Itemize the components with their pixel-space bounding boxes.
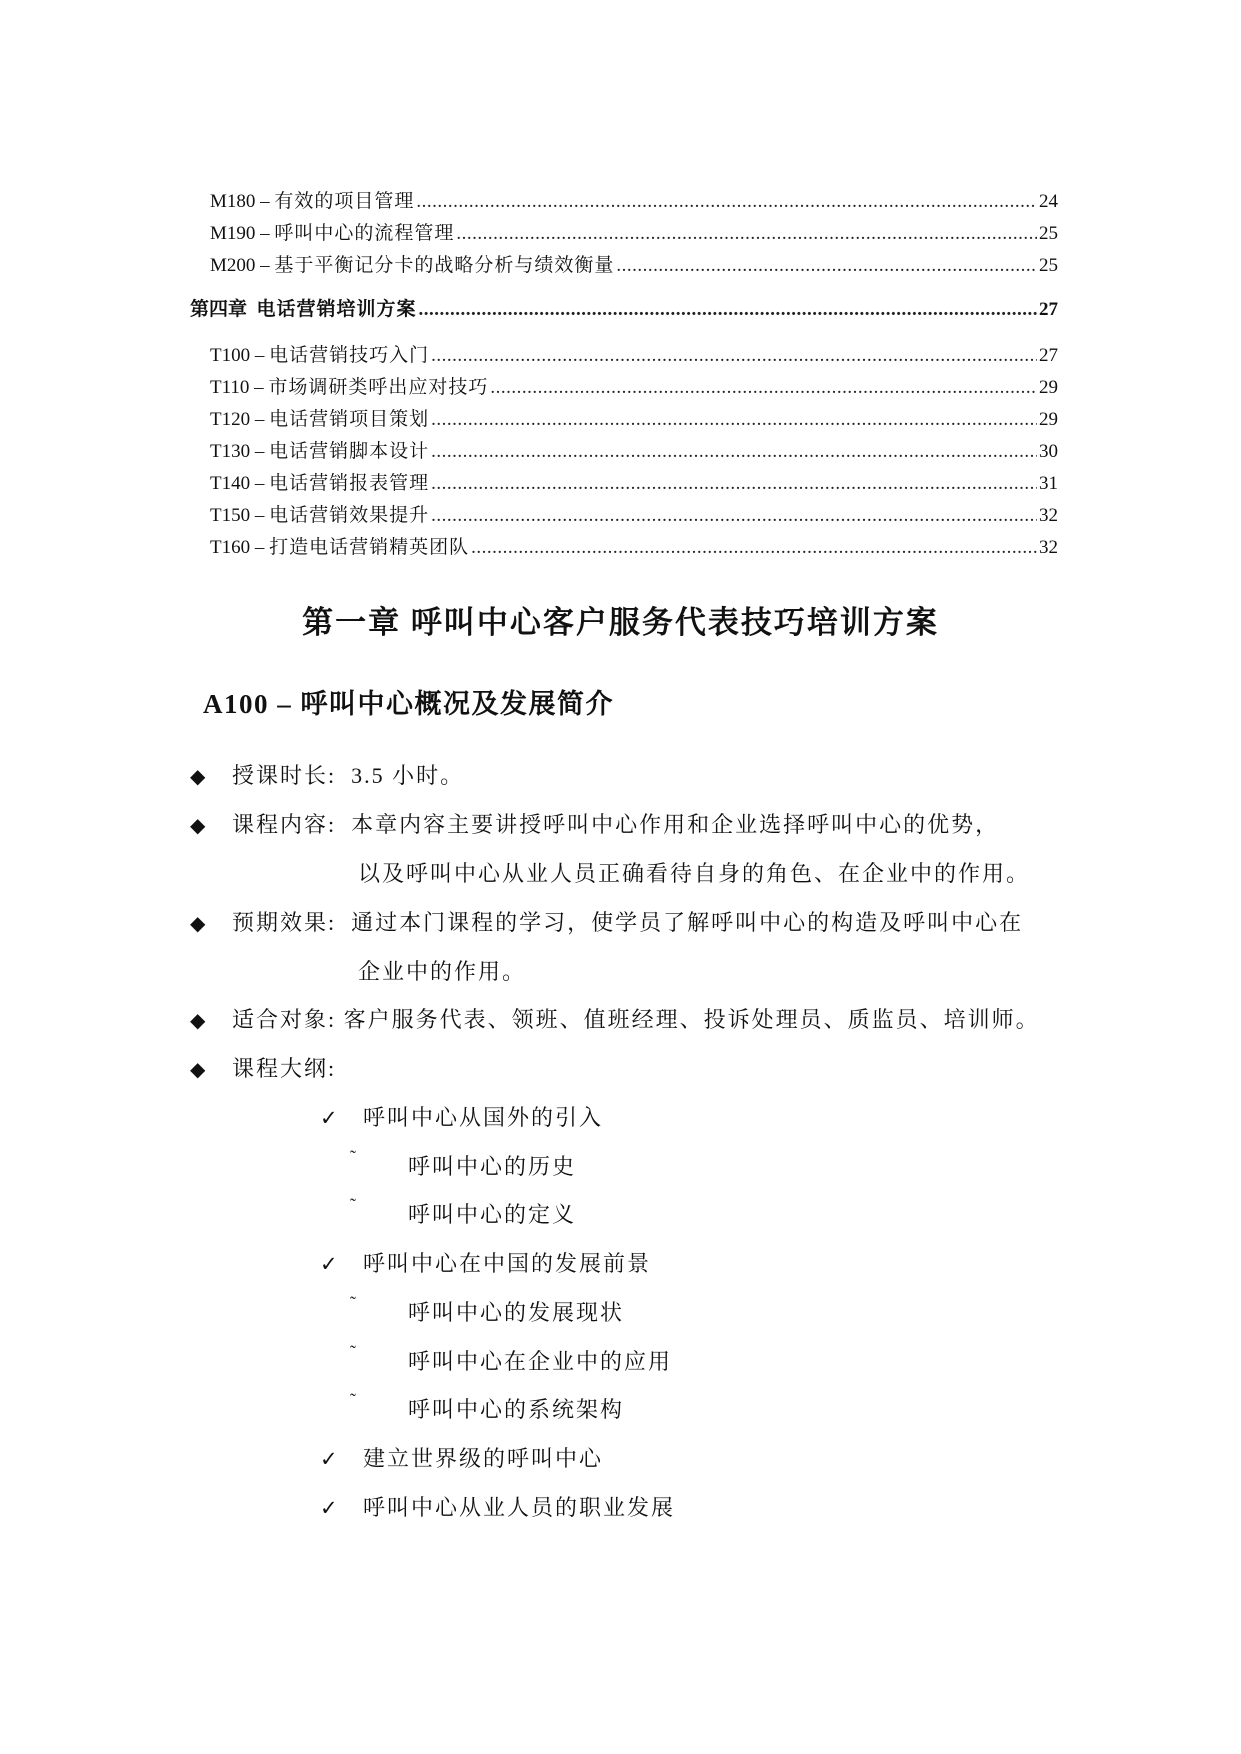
outline-subitem xyxy=(350,1390,625,1425)
outline-item-text: 呼叫中心从国外的引入 xyxy=(363,1105,604,1130)
bullet-label: 课程大纲: xyxy=(232,1056,337,1081)
toc-title: 有效的项目管理 xyxy=(274,191,415,212)
bullet-expected-effect xyxy=(190,908,1024,984)
toc-entry-t100[interactable] xyxy=(210,344,1058,368)
toc-code: 第四章 xyxy=(190,299,248,320)
outline-subitem-text: 呼叫中心在企业中的应用 xyxy=(408,1349,673,1374)
toc-entry-chapter-4[interactable] xyxy=(190,298,1058,322)
bullet-text: 客户服务代表、领班、值班经理、投诉处理员、质监员、培训师。 xyxy=(343,1007,1040,1032)
tilde-bullet-icon: ˜ xyxy=(350,1195,358,1215)
toc-entry-t120[interactable] xyxy=(210,408,1058,432)
bullet-text-continued: 以及呼叫中心从业人员正确看待自身的角色、在企业中的作用。 xyxy=(358,861,1031,886)
toc-code: T110 – xyxy=(210,377,264,398)
checkmark-icon: ✓ xyxy=(320,1447,340,1471)
outline-item-text: 呼叫中心在中国的发展前景 xyxy=(363,1251,652,1276)
bullet-audience xyxy=(190,1005,1040,1036)
toc-page-number: 27 xyxy=(1039,345,1058,366)
outline-subitem xyxy=(350,1342,673,1377)
toc-page-number: 31 xyxy=(1039,473,1058,494)
toc-title: 打造电话营销精英团队 xyxy=(269,537,470,558)
toc-leader-dots xyxy=(431,472,1037,496)
toc-title: 电话营销脚本设计 xyxy=(269,441,430,462)
bullet-text: 本章内容主要讲授呼叫中心作用和企业选择呼叫中心的优势， xyxy=(351,812,1000,837)
toc-leader-dots xyxy=(431,408,1037,432)
toc-code: T100 – xyxy=(210,345,265,366)
bullet-label: 课程内容: xyxy=(232,812,337,837)
tilde-bullet-icon: ˜ xyxy=(350,1342,358,1362)
toc-entry-t160[interactable] xyxy=(210,536,1058,560)
toc-entry-t140[interactable] xyxy=(210,472,1058,496)
toc-leader-dots xyxy=(616,254,1037,278)
toc-title: 市场调研类呼出应对技巧 xyxy=(268,377,489,398)
bullet-label: 预期效果: xyxy=(232,910,337,935)
toc-page-number: 29 xyxy=(1039,377,1058,398)
toc-leader-dots xyxy=(431,344,1037,368)
toc-title: 电话营销效果提升 xyxy=(269,505,430,526)
toc-entry-m180[interactable] xyxy=(210,190,1058,214)
toc-code: M200 – xyxy=(210,255,270,276)
toc-entry-t150[interactable] xyxy=(210,504,1058,528)
toc-page-number: 25 xyxy=(1039,223,1058,244)
outline-subitem-text: 呼叫中心的发展现状 xyxy=(408,1300,625,1325)
toc-code: T150 – xyxy=(210,505,265,526)
checkmark-icon: ✓ xyxy=(320,1496,340,1520)
toc-page-number: 29 xyxy=(1039,409,1058,430)
checkmark-icon: ✓ xyxy=(320,1106,340,1130)
outline-item-text: 建立世界级的呼叫中心 xyxy=(363,1446,604,1471)
black-diamond-icon: ◆ xyxy=(190,913,208,935)
toc-page-number: 25 xyxy=(1039,255,1058,276)
bullet-outline xyxy=(190,1054,336,1085)
toc-page-number: 32 xyxy=(1039,537,1058,558)
outline-item xyxy=(320,1444,603,1474)
black-diamond-icon: ◆ xyxy=(190,1010,208,1032)
outline-subitem xyxy=(350,1195,577,1230)
toc-page-number: 30 xyxy=(1039,441,1058,462)
outline-item xyxy=(320,1103,603,1133)
toc-leader-dots xyxy=(431,504,1037,528)
toc-page-number: 32 xyxy=(1039,505,1058,526)
bullet-label: 适合对象: xyxy=(232,1007,337,1032)
bullet-duration xyxy=(190,761,464,792)
outline-item xyxy=(320,1493,675,1523)
toc-title: 呼叫中心的流程管理 xyxy=(274,223,455,244)
toc-page-number: 24 xyxy=(1039,191,1058,212)
toc-leader-dots xyxy=(419,298,1037,322)
bullet-text-continued: 企业中的作用。 xyxy=(358,959,527,984)
outline-item xyxy=(320,1249,651,1279)
toc-title: 电话营销培训方案 xyxy=(256,299,417,320)
outline-item-text: 呼叫中心从业人员的职业发展 xyxy=(363,1495,676,1520)
toc-code: T130 – xyxy=(210,441,265,462)
toc-title: 电话营销项目策划 xyxy=(269,409,430,430)
outline-subitem xyxy=(350,1293,625,1328)
toc-entry-t130[interactable] xyxy=(210,440,1058,464)
bullet-text: 通过本门课程的学习，使学员了解呼叫中心的构造及呼叫中心在 xyxy=(351,910,1024,935)
black-diamond-icon: ◆ xyxy=(190,766,208,788)
toc-leader-dots xyxy=(456,222,1037,246)
toc-code: M190 – xyxy=(210,223,270,244)
toc-page-number: 27 xyxy=(1039,299,1058,320)
bullet-text: 3.5 小时。 xyxy=(351,763,465,788)
tilde-bullet-icon: ˜ xyxy=(350,1390,358,1410)
outline-subitem xyxy=(350,1147,577,1182)
toc-code: M180 – xyxy=(210,191,270,212)
tilde-bullet-icon: ˜ xyxy=(350,1147,358,1167)
outline-subitem-text: 呼叫中心的系统架构 xyxy=(408,1397,625,1422)
toc-code: T140 – xyxy=(210,473,265,494)
chapter-title: 第一章 呼叫中心客户服务代表技巧培训方案 xyxy=(302,605,939,640)
toc-leader-dots xyxy=(431,440,1037,464)
toc-title: 电话营销报表管理 xyxy=(269,473,430,494)
toc-leader-dots xyxy=(471,536,1037,560)
toc-code: T160 – xyxy=(210,537,265,558)
toc-leader-dots xyxy=(490,376,1037,400)
tilde-bullet-icon: ˜ xyxy=(350,1293,358,1313)
bullet-content xyxy=(190,810,1031,886)
toc-leader-dots xyxy=(416,190,1037,214)
black-diamond-icon: ◆ xyxy=(190,815,208,837)
toc-title: 基于平衡记分卡的战略分析与绩效衡量 xyxy=(274,255,615,276)
outline-subitem-text: 呼叫中心的定义 xyxy=(408,1202,577,1227)
toc-entry-m190[interactable] xyxy=(210,222,1058,246)
toc-code: T120 – xyxy=(210,409,265,430)
toc-title: 电话营销技巧入门 xyxy=(269,345,430,366)
toc-entry-t110[interactable] xyxy=(210,376,1058,400)
toc-entry-m200[interactable] xyxy=(210,254,1058,278)
checkmark-icon: ✓ xyxy=(320,1252,340,1276)
section-title: A100 – 呼叫中心概况及发展简介 xyxy=(203,689,614,719)
outline-subitem-text: 呼叫中心的历史 xyxy=(408,1154,577,1179)
bullet-label: 授课时长: xyxy=(232,763,337,788)
black-diamond-icon: ◆ xyxy=(190,1059,208,1081)
